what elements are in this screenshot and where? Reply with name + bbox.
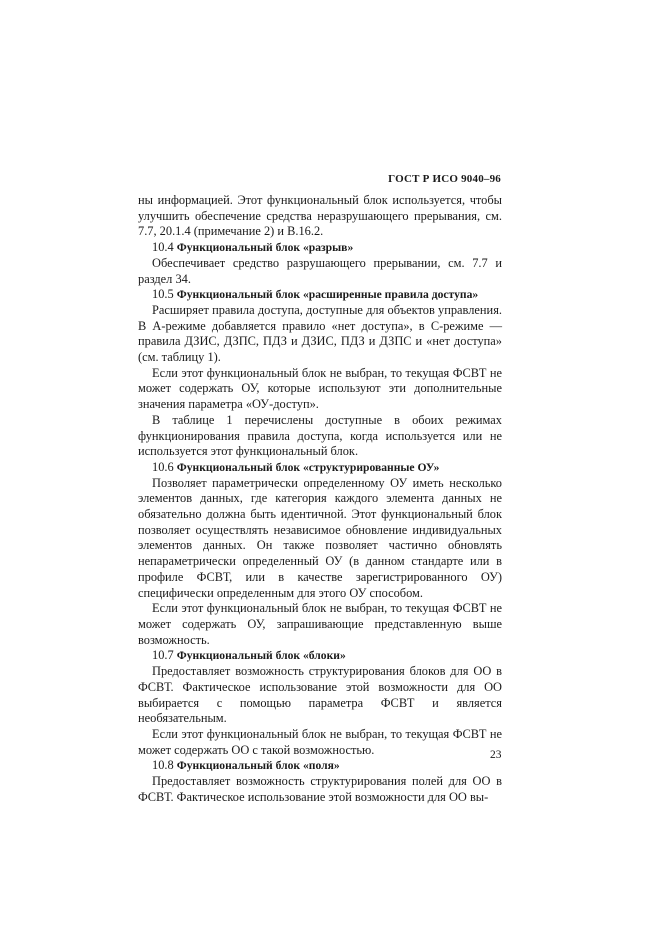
- section-title: Функциональный блок «структурированные ОУ»: [176, 460, 440, 474]
- section-title: Функциональный блок «блоки»: [176, 649, 346, 663]
- section-number: 10.4: [152, 240, 174, 255]
- section-number: 10.7: [152, 648, 174, 663]
- section-title: Функциональный блок «поля»: [176, 759, 340, 773]
- paragraph-continuation: ны информацией. Этот функциональный блок используется, чтобы улучшить обеспечение средства неразрушающего прерывания, см. 7.7, 20.1.4 (примечание 2) и В.16.2.: [138, 193, 502, 239]
- section-number: 10.8: [152, 758, 174, 773]
- paragraph: Если этот функциональный блок не выбран, то текущая ФСВТ не может содержать ОУ, которые используют эти дополнительные значения параметра «ОУ-доступ».: [138, 365, 502, 412]
- section-number: 10.5: [152, 287, 174, 302]
- document-header-code: ГОСТ Р ИСО 9040–96: [388, 173, 501, 185]
- page-number: 23: [490, 749, 502, 761]
- paragraph: В таблице 1 перечислены доступные в обоих режимах функционирования правила доступа, когда используется или не используется этот функциональный блок.: [138, 412, 502, 459]
- section-heading-10-5: [138, 287, 502, 303]
- paragraph: Расширяет правила доступа, доступные для объектов управления. В А-режиме добавляется правило «нет доступа», в С-режиме — правила ДЗИС, ДЗПС, ПДЗ и ДЗИС, ПДЗ и ДЗПС и «нет доступа» (см. таблицу 1).: [138, 302, 502, 365]
- section-title: Функциональный блок «расширенные правила доступа»: [176, 288, 479, 302]
- section-heading-10-7: [138, 648, 502, 664]
- paragraph: Если этот функциональный блок не выбран, то текущая ФСВТ не может содержать ОО с такой возможностью.: [138, 726, 502, 757]
- section-heading-10-8: [138, 758, 502, 774]
- section-heading-10-6: [138, 460, 502, 476]
- section-title: Функциональный блок «разрыв»: [176, 241, 354, 255]
- paragraph: Предоставляет возможность структурирования полей для ОО в ФСВТ. Фактическое использование этой возможности для ОО вы-: [138, 774, 502, 804]
- page-body: [138, 193, 502, 805]
- section-number: 10.6: [152, 459, 174, 474]
- paragraph: Предоставляет возможность структурирования блоков для ОО в ФСВТ. Фактическое использование этой возможности для ОО выбирается с помощью параметра ФСВТ и является необязательным.: [138, 664, 502, 726]
- paragraph: Обеспечивает средство разрушающего прерывании, см. 7.7 и раздел 34.: [138, 255, 502, 286]
- section-heading-10-4: [138, 240, 502, 256]
- paragraph: Позволяет параметрически определенному ОУ иметь несколько элементов данных, где категория каждого элемента данных не обязательно должна быть идентичной. Этот функциональный блок позволяет осуществлять независимое обновление индивидуальных элементов данных. Он также позволяет частично обновлять непараметрически определенный ОУ (в данном стандарте или в профиле ФСВТ, или в качестве зарегистрированного ОУ) специфически определенным для этого ОУ способом.: [138, 475, 502, 600]
- paragraph: Если этот функциональный блок не выбран, то текущая ФСВТ не может содержать ОУ, запрашивающие представленную выше возможность.: [138, 601, 502, 647]
